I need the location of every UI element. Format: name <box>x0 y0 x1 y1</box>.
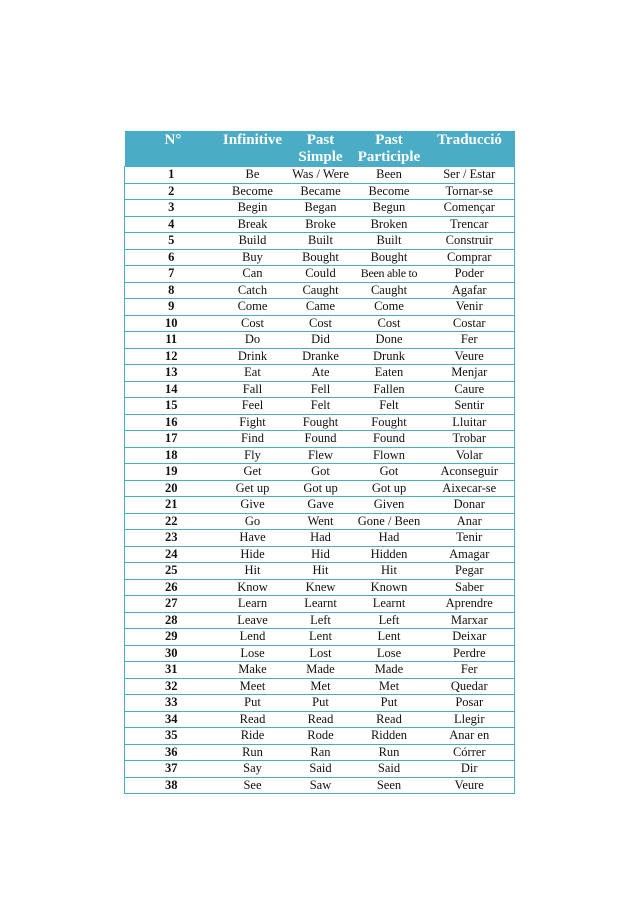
verb-number: 11 <box>125 332 218 349</box>
verb-number: 12 <box>125 348 218 365</box>
verb-number: 37 <box>125 761 218 778</box>
table-row <box>125 266 515 283</box>
verb-past-participle: Fought <box>354 414 425 431</box>
verb-number: 27 <box>125 596 218 613</box>
verb-past-participle: Felt <box>354 398 425 415</box>
verb-number: 29 <box>125 629 218 646</box>
verb-past-simple: Lost <box>288 645 354 662</box>
verb-infinitive: Begin <box>218 200 288 217</box>
verb-translation: Perdre <box>425 645 515 662</box>
table-row <box>125 761 515 778</box>
verb-past-participle: Bought <box>354 249 425 266</box>
verb-past-participle: Hit <box>354 563 425 580</box>
verb-translation: Donar <box>425 497 515 514</box>
verb-past-simple: Gave <box>288 497 354 514</box>
table-row <box>125 480 515 497</box>
verb-past-simple: Hit <box>288 563 354 580</box>
table-row <box>125 546 515 563</box>
verb-infinitive: Put <box>218 695 288 712</box>
header-past-simple: Past Simple <box>298 132 343 165</box>
verb-number: 22 <box>125 513 218 530</box>
verb-number: 14 <box>125 381 218 398</box>
table-row <box>125 431 515 448</box>
verb-translation: Poder <box>425 266 515 283</box>
verb-past-participle: Cost <box>354 315 425 332</box>
table-row <box>125 464 515 481</box>
verb-past-participle: Learnt <box>354 596 425 613</box>
verb-translation: Anar en <box>425 728 515 745</box>
verb-past-participle: Been able to <box>354 266 425 283</box>
verb-number: 1 <box>125 167 218 184</box>
table-row <box>125 695 515 712</box>
verb-number: 31 <box>125 662 218 679</box>
verb-translation: Posar <box>425 695 515 712</box>
verb-infinitive: Leave <box>218 612 288 629</box>
header-number: N° <box>164 132 182 148</box>
table-row <box>125 167 515 184</box>
verb-number: 3 <box>125 200 218 217</box>
verb-translation: Comprar <box>425 249 515 266</box>
verb-translation: Lluitar <box>425 414 515 431</box>
verb-number: 26 <box>125 579 218 596</box>
table-row <box>125 497 515 514</box>
verb-number: 6 <box>125 249 218 266</box>
table-row <box>125 299 515 316</box>
verb-past-simple: Bought <box>288 249 354 266</box>
verb-number: 5 <box>125 233 218 250</box>
verb-infinitive: Go <box>218 513 288 530</box>
verb-infinitive: Get up <box>218 480 288 497</box>
table-row <box>125 777 515 794</box>
verb-number: 24 <box>125 546 218 563</box>
verb-past-simple: Read <box>288 711 354 728</box>
table-row <box>125 332 515 349</box>
verb-past-simple: Learnt <box>288 596 354 613</box>
verb-number: 28 <box>125 612 218 629</box>
verb-past-simple: Fought <box>288 414 354 431</box>
table-row <box>125 728 515 745</box>
verb-translation: Menjar <box>425 365 515 382</box>
verb-past-simple: Felt <box>288 398 354 415</box>
verb-translation: Venir <box>425 299 515 316</box>
verb-translation: Aixecar-se <box>425 480 515 497</box>
verb-number: 9 <box>125 299 218 316</box>
verb-translation: Córrer <box>425 744 515 761</box>
verb-past-participle: Seen <box>354 777 425 794</box>
verb-infinitive: Have <box>218 530 288 547</box>
verb-infinitive: Eat <box>218 365 288 382</box>
verb-translation: Marxar <box>425 612 515 629</box>
verb-translation: Trencar <box>425 216 515 233</box>
verb-infinitive: Buy <box>218 249 288 266</box>
verb-translation: Fer <box>425 662 515 679</box>
verb-past-simple: Knew <box>288 579 354 596</box>
table-row <box>125 645 515 662</box>
verb-infinitive: Make <box>218 662 288 679</box>
verb-past-simple: Said <box>288 761 354 778</box>
table-row <box>125 216 515 233</box>
header-row <box>125 131 515 167</box>
verb-number: 38 <box>125 777 218 794</box>
table-row <box>125 744 515 761</box>
verb-past-participle: Lent <box>354 629 425 646</box>
verb-number: 25 <box>125 563 218 580</box>
verb-infinitive: Know <box>218 579 288 596</box>
verb-number: 2 <box>125 183 218 200</box>
verb-past-participle: Run <box>354 744 425 761</box>
table-row <box>125 612 515 629</box>
verb-infinitive: Become <box>218 183 288 200</box>
verb-infinitive: Can <box>218 266 288 283</box>
verb-past-simple: Came <box>288 299 354 316</box>
verb-infinitive: See <box>218 777 288 794</box>
verb-past-participle: Said <box>354 761 425 778</box>
verb-infinitive: Break <box>218 216 288 233</box>
verb-translation: Tenir <box>425 530 515 547</box>
verb-infinitive: Lend <box>218 629 288 646</box>
verb-infinitive: Catch <box>218 282 288 299</box>
verb-past-participle: Put <box>354 695 425 712</box>
verb-infinitive: Cost <box>218 315 288 332</box>
verb-past-participle: Become <box>354 183 425 200</box>
verb-translation: Trobar <box>425 431 515 448</box>
verb-number: 17 <box>125 431 218 448</box>
verb-past-participle: Lose <box>354 645 425 662</box>
verb-translation: Costar <box>425 315 515 332</box>
verb-translation: Llegir <box>425 711 515 728</box>
table-row <box>125 381 515 398</box>
verb-past-simple: Rode <box>288 728 354 745</box>
verb-number: 35 <box>125 728 218 745</box>
verb-translation: Dir <box>425 761 515 778</box>
table-row <box>125 200 515 217</box>
verb-past-participle: Left <box>354 612 425 629</box>
verb-number: 10 <box>125 315 218 332</box>
verb-past-simple: Flew <box>288 447 354 464</box>
verb-translation: Construir <box>425 233 515 250</box>
verb-number: 18 <box>125 447 218 464</box>
verb-infinitive: Fall <box>218 381 288 398</box>
verb-past-simple: Had <box>288 530 354 547</box>
verb-number: 36 <box>125 744 218 761</box>
verb-infinitive: Be <box>218 167 288 184</box>
verb-past-participle: Broken <box>354 216 425 233</box>
table-header <box>125 131 515 167</box>
verb-past-simple: Made <box>288 662 354 679</box>
verb-past-participle: Flown <box>354 447 425 464</box>
header-past-participle: Past Participle <box>357 132 421 165</box>
table-row <box>125 233 515 250</box>
verb-past-simple: Cost <box>288 315 354 332</box>
verb-past-participle: Ridden <box>354 728 425 745</box>
table-row <box>125 629 515 646</box>
verb-infinitive: Hit <box>218 563 288 580</box>
verb-number: 19 <box>125 464 218 481</box>
verb-past-simple: Began <box>288 200 354 217</box>
verb-translation: Aprendre <box>425 596 515 613</box>
verb-infinitive: Get <box>218 464 288 481</box>
table-row <box>125 282 515 299</box>
table-row <box>125 365 515 382</box>
verb-infinitive: Meet <box>218 678 288 695</box>
verb-translation: Tornar-se <box>425 183 515 200</box>
verb-number: 4 <box>125 216 218 233</box>
verb-infinitive: Do <box>218 332 288 349</box>
verb-past-participle: Done <box>354 332 425 349</box>
verb-translation: Aconseguir <box>425 464 515 481</box>
verb-past-simple: Fell <box>288 381 354 398</box>
verb-past-simple: Ate <box>288 365 354 382</box>
verb-past-participle: Eaten <box>354 365 425 382</box>
verb-past-participle: Made <box>354 662 425 679</box>
verb-translation: Quedar <box>425 678 515 695</box>
table-row <box>125 315 515 332</box>
verb-infinitive: Give <box>218 497 288 514</box>
verb-translation: Saber <box>425 579 515 596</box>
verb-past-participle: Read <box>354 711 425 728</box>
verb-past-simple: Got up <box>288 480 354 497</box>
table-row <box>125 398 515 415</box>
verb-infinitive: Learn <box>218 596 288 613</box>
verb-past-participle: Found <box>354 431 425 448</box>
verb-past-simple: Left <box>288 612 354 629</box>
verb-past-simple: Broke <box>288 216 354 233</box>
table-row <box>125 596 515 613</box>
verb-translation: Amagar <box>425 546 515 563</box>
verb-number: 8 <box>125 282 218 299</box>
verb-past-participle: Fallen <box>354 381 425 398</box>
verb-number: 15 <box>125 398 218 415</box>
verb-past-simple: Went <box>288 513 354 530</box>
table-row <box>125 579 515 596</box>
table-row <box>125 348 515 365</box>
verb-translation: Fer <box>425 332 515 349</box>
header-translation: Traducció <box>437 132 502 148</box>
verb-past-simple: Saw <box>288 777 354 794</box>
verb-past-participle: Gone / Been <box>354 513 425 530</box>
verb-past-participle: Drunk <box>354 348 425 365</box>
verb-past-simple: Met <box>288 678 354 695</box>
verb-infinitive: Fight <box>218 414 288 431</box>
table-row <box>125 678 515 695</box>
verb-past-participle: Given <box>354 497 425 514</box>
verb-past-simple: Became <box>288 183 354 200</box>
verb-translation: Agafar <box>425 282 515 299</box>
verb-infinitive: Ride <box>218 728 288 745</box>
verb-past-simple: Found <box>288 431 354 448</box>
verb-infinitive: Say <box>218 761 288 778</box>
table-row <box>125 513 515 530</box>
verb-number: 21 <box>125 497 218 514</box>
verb-past-participle: Begun <box>354 200 425 217</box>
verb-past-simple: Built <box>288 233 354 250</box>
verb-number: 30 <box>125 645 218 662</box>
verb-infinitive: Hide <box>218 546 288 563</box>
table-row <box>125 530 515 547</box>
verb-translation: Anar <box>425 513 515 530</box>
table-row <box>125 447 515 464</box>
verb-infinitive: Come <box>218 299 288 316</box>
verb-translation: Començar <box>425 200 515 217</box>
verb-past-simple: Dranke <box>288 348 354 365</box>
verb-number: 16 <box>125 414 218 431</box>
verb-infinitive: Fly <box>218 447 288 464</box>
verb-past-participle: Built <box>354 233 425 250</box>
verb-past-simple: Could <box>288 266 354 283</box>
verb-past-participle: Got up <box>354 480 425 497</box>
table-row <box>125 563 515 580</box>
verb-past-participle: Hidden <box>354 546 425 563</box>
verb-past-simple: Got <box>288 464 354 481</box>
verb-infinitive: Run <box>218 744 288 761</box>
verb-past-participle: Caught <box>354 282 425 299</box>
verb-infinitive: Build <box>218 233 288 250</box>
table-body <box>125 167 515 794</box>
table-row <box>125 711 515 728</box>
verb-number: 13 <box>125 365 218 382</box>
table-row <box>125 183 515 200</box>
verb-translation: Veure <box>425 777 515 794</box>
table-row <box>125 662 515 679</box>
verb-infinitive: Lose <box>218 645 288 662</box>
verb-number: 23 <box>125 530 218 547</box>
verb-past-participle: Got <box>354 464 425 481</box>
verb-past-participle: Come <box>354 299 425 316</box>
verb-past-simple: Caught <box>288 282 354 299</box>
irregular-verbs-table <box>124 131 515 794</box>
verb-translation: Ser / Estar <box>425 167 515 184</box>
verb-infinitive: Read <box>218 711 288 728</box>
verb-infinitive: Feel <box>218 398 288 415</box>
verb-infinitive: Drink <box>218 348 288 365</box>
verb-past-participle: Had <box>354 530 425 547</box>
table-row <box>125 249 515 266</box>
verb-past-participle: Known <box>354 579 425 596</box>
verb-translation: Caure <box>425 381 515 398</box>
header-infinitive: Infinitive <box>222 132 283 148</box>
verb-number: 34 <box>125 711 218 728</box>
verb-number: 7 <box>125 266 218 283</box>
verb-past-simple: Did <box>288 332 354 349</box>
verb-number: 32 <box>125 678 218 695</box>
verb-translation: Veure <box>425 348 515 365</box>
verb-past-participle: Been <box>354 167 425 184</box>
verb-translation: Volar <box>425 447 515 464</box>
verb-past-simple: Lent <box>288 629 354 646</box>
verb-infinitive: Find <box>218 431 288 448</box>
verb-past-simple: Ran <box>288 744 354 761</box>
table-row <box>125 414 515 431</box>
verb-number: 33 <box>125 695 218 712</box>
verb-past-simple: Hid <box>288 546 354 563</box>
verb-past-simple: Was / Were <box>288 167 354 184</box>
verb-number: 20 <box>125 480 218 497</box>
verb-past-participle: Met <box>354 678 425 695</box>
verb-past-simple: Put <box>288 695 354 712</box>
verb-translation: Sentir <box>425 398 515 415</box>
verb-translation: Pegar <box>425 563 515 580</box>
verb-translation: Deixar <box>425 629 515 646</box>
